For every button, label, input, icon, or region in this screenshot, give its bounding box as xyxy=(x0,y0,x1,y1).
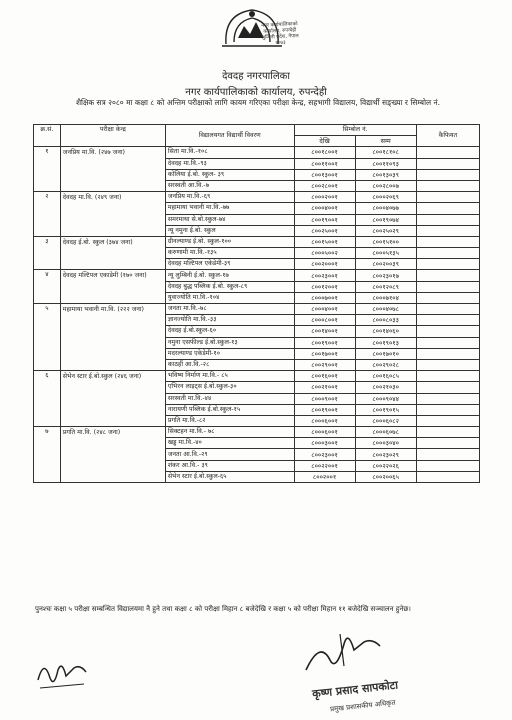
school-cell: मदरल्याण्ड एकेडेमी-१० xyxy=(165,348,294,359)
remarks-cell xyxy=(416,460,479,471)
table-body xyxy=(34,147,480,483)
symbol-from-cell: ८००१९००१ xyxy=(294,404,355,415)
left-signature xyxy=(34,650,94,694)
school-cell: युवाज्योति मा.वि.-१०४ xyxy=(165,292,294,303)
symbol-to-cell: ८०००२०६९ xyxy=(355,192,416,203)
symbol-from-cell: ८०००७००१ xyxy=(294,292,355,303)
school-cell: सिता मा.वि.-१०८ xyxy=(165,147,294,158)
symbol-to-cell: ८०००६०७८ xyxy=(355,427,416,438)
serial-number-cell: ३ xyxy=(34,236,61,270)
exam-center-cell: प्रगति मा.वि. (२४८ जना) xyxy=(60,427,165,483)
right-signature xyxy=(300,620,390,680)
remarks-cell xyxy=(416,449,479,460)
remarks-cell xyxy=(416,337,479,348)
remarks-cell xyxy=(416,214,479,225)
footnote: पुनश्चः कक्षा ५ परीक्षा सम्बन्धित विद्यालयमा नै हुने तथा कक्षा ८ को परीक्षा मिहान ८ बजेदेखि र कक्षा ५ को परीक्षा मिहान ११ बजेदेखि सञ्चालन हुनेछ। xyxy=(35,605,411,613)
serial-number-cell: ६ xyxy=(34,371,61,427)
symbol-to-cell: ८०००८०३३ xyxy=(355,315,416,326)
symbol-from-cell: ८०००८००१ xyxy=(294,315,355,326)
remarks-cell xyxy=(416,415,479,426)
symbol-to-cell: ८००२३०१७ xyxy=(355,270,416,281)
school-cell: जनता मा.वि.-७८ xyxy=(165,304,294,315)
school-cell: सेभेन स्टार ई.बो.स्कुल-६५ xyxy=(165,471,294,482)
symbol-from-cell: ८००२१००१ xyxy=(294,382,355,393)
symbol-from-cell: ८०००९००१ xyxy=(294,393,355,404)
symbol-to-cell: ८०००९०४४ xyxy=(355,393,416,404)
header-remarks: कैफियत xyxy=(416,125,479,147)
header-school: विद्यालयगत विद्यार्थी विवरण xyxy=(165,125,294,147)
header-symbol: सिम्बोल नं. xyxy=(294,125,416,136)
school-cell: सरस्वती आ.वि.-७ xyxy=(165,180,294,191)
remarks-cell xyxy=(416,281,479,292)
symbol-to-cell: ८०००५१३५ xyxy=(355,248,416,259)
remarks-cell xyxy=(416,359,479,370)
remarks-cell xyxy=(416,438,479,449)
symbol-to-cell: ८००१९०१५ xyxy=(355,404,416,415)
symbol-from-cell: ८००२९००१ xyxy=(294,359,355,370)
symbol-from-cell: ८००२३००१ xyxy=(294,449,355,460)
office-stamp xyxy=(249,20,310,47)
exam-center-table xyxy=(33,124,480,483)
remarks-cell xyxy=(416,304,479,315)
remarks-cell xyxy=(416,180,479,191)
symbol-from-cell: ८०००४००१ xyxy=(294,203,355,214)
symbol-from-cell: ८००२३००१ xyxy=(294,270,355,281)
symbol-from-cell: ८००१५००१ xyxy=(294,236,355,247)
school-cell: जनता आ.वि.-२९ xyxy=(165,449,294,460)
symbol-from-cell: ८००२२००१ xyxy=(294,460,355,471)
symbol-to-cell: ८००१३०३९ xyxy=(355,169,416,180)
remarks-cell xyxy=(416,326,479,337)
symbol-from-cell: ८०००४००१ xyxy=(294,304,355,315)
school-cell: कोलिया ई.बो. स्कुल- ३९ xyxy=(165,169,294,180)
serial-number-cell: ७ xyxy=(34,427,61,483)
exam-center-cell: देवदह ई.बो. स्कुल (३७४ जना) xyxy=(60,236,165,270)
remarks-cell xyxy=(416,270,479,281)
symbol-to-cell: ८०००७१०४ xyxy=(355,292,416,303)
exam-center-cell: महामाया भवानी मा.वि. (२२२ जना) xyxy=(60,304,165,371)
symbol-to-cell: ८००१९०७४ xyxy=(355,214,416,225)
serial-number-cell: ४ xyxy=(34,270,61,304)
symbol-from-cell: ८०००३००१ xyxy=(294,438,355,449)
school-cell: समरमाथा से.बो.स्कुल-७४ xyxy=(165,214,294,225)
symbol-to-cell: ८००२१०३० xyxy=(355,382,416,393)
symbol-to-cell: ८००१६०८५ xyxy=(355,371,416,382)
remarks-cell xyxy=(416,248,479,259)
remarks-cell xyxy=(416,292,479,303)
symbol-from-cell: ८००१७००१ xyxy=(294,348,355,359)
remarks-cell xyxy=(416,147,479,158)
school-cell: नारायणी पब्लिक ई.बो.स्कुल-१५ xyxy=(165,404,294,415)
school-cell: न्यू लुम्बिनी ई.बो. स्कुल-१७ xyxy=(165,270,294,281)
remarks-cell xyxy=(416,158,479,169)
symbol-from-cell: ८०००६००१ xyxy=(294,415,355,426)
school-cell: एभिरन लाइट्स ई.बो.स्कुल-३० xyxy=(165,382,294,393)
symbol-to-cell: ८०००३०४० xyxy=(355,438,416,449)
serial-number-cell: १ xyxy=(34,147,61,192)
table-row xyxy=(34,270,480,281)
symbol-to-cell: ८००१८१०८ xyxy=(355,147,416,158)
school-cell: देवदह मल्टिपल एकेडेमी-३९ xyxy=(165,259,294,270)
table-row xyxy=(34,192,480,203)
school-cell: प्रगति मा.वि.-८२ xyxy=(165,415,294,426)
table-row xyxy=(34,371,480,382)
school-cell: खड्ड मा.वि.-४० xyxy=(165,438,294,449)
header-from: देखि xyxy=(294,136,355,147)
symbol-from-cell: ८००११००१ xyxy=(294,158,355,169)
symbol-to-cell: ८००१७०१० xyxy=(355,348,416,359)
remarks-cell xyxy=(416,236,479,247)
symbol-to-cell: ८००२२०२६ xyxy=(355,460,416,471)
school-cell: न्यू नमुना ई.बो. स्कुल xyxy=(165,225,294,236)
symbol-to-cell: ८००२८००७ xyxy=(355,180,416,191)
school-cell: करुणामी मा.वि.-१३५ xyxy=(165,248,294,259)
school-cell: शंकर आ.वि.- ३९ xyxy=(165,460,294,471)
remarks-cell xyxy=(416,471,479,482)
symbol-to-cell: ८००१९०१३ xyxy=(355,337,416,348)
symbol-to-cell: ८०००६०८२ xyxy=(355,415,416,426)
symbol-to-cell: ८००११०९३ xyxy=(355,158,416,169)
symbol-to-cell: ८००१२०८९ xyxy=(355,281,416,292)
stamp-line: लुम्बिनी प्रदेश, नेपाल xyxy=(261,33,299,41)
remarks-cell xyxy=(416,259,479,270)
symbol-to-cell: ८००१५१०० xyxy=(355,236,416,247)
stamp-line: २०७३ xyxy=(275,39,286,47)
symbol-from-cell: ८०००६००१ xyxy=(294,427,355,438)
serial-number-cell: २ xyxy=(34,192,61,237)
symbol-from-cell: ८००१२००१ xyxy=(294,281,355,292)
remarks-cell xyxy=(416,192,479,203)
school-cell: काठहीं आ.वि.-२८ xyxy=(165,359,294,370)
municipality-title: देवदह नगरपालिका xyxy=(222,71,290,82)
signatory-title: प्रमुख प्रशासकीय अधिकृत xyxy=(329,698,396,714)
remarks-cell xyxy=(416,348,479,359)
school-cell: महामाया भवानी मा.वि.-७७ xyxy=(165,203,294,214)
symbol-from-cell: ८०००२००१ xyxy=(294,192,355,203)
school-cell: भविष्य निर्माण मा.वि.- ८५ xyxy=(165,371,294,382)
symbol-to-cell: ८००२९०२८ xyxy=(355,359,416,370)
remarks-cell xyxy=(416,203,479,214)
symbol-from-cell: ८००२८००१ xyxy=(294,180,355,191)
header-sn: क्र.सं. xyxy=(34,125,61,147)
school-cell: ग्रीनल्याण्ड ई.बो. स्कुल-१०० xyxy=(165,236,294,247)
stamp-line: कार्यालय, रुपन्देही xyxy=(263,27,297,35)
intro-text: शैक्षिक सत्र २०८० मा कक्षा ८ को अन्तिम परीक्षाको लागि कायम गरिएका परीक्षा केन्द्र, सहभागी विद्यालय, विद्यार्थी सङ्ख्या र सिम्बोल नं. xyxy=(75,98,441,107)
school-cell: सरस्वती मा.वि.-४४ xyxy=(165,393,294,404)
symbol-from-cell: ८००२५००१ xyxy=(294,225,355,236)
exam-center-cell: देवदह मा.वि. (२४९ जना) xyxy=(60,192,165,237)
remarks-cell xyxy=(416,371,479,382)
signatory-name: कृष्ण प्रसाद सापकोटा xyxy=(311,678,399,701)
symbol-to-cell: ८००२००६५ xyxy=(355,471,416,482)
header-to: सम्म xyxy=(355,136,416,147)
symbol-from-cell: ८००१३००१ xyxy=(294,169,355,180)
symbol-from-cell: ८००२०००१ xyxy=(294,259,355,270)
table-row xyxy=(34,147,480,158)
remarks-cell xyxy=(416,427,479,438)
serial-number-cell: ५ xyxy=(34,304,61,371)
exam-center-cell: जनप्रिय मा.वि. (२४७ जना) xyxy=(60,147,165,192)
school-cell: देवदह बुद्ध पब्लिक ई.बो. स्कुल-८९ xyxy=(165,281,294,292)
remarks-cell xyxy=(416,393,479,404)
symbol-from-cell: ८००१६००१ xyxy=(294,371,355,382)
symbol-to-cell: ८०००४०७७ xyxy=(355,203,416,214)
remarks-cell xyxy=(416,225,479,236)
school-cell: जनप्रिय मा.वि.-६९ xyxy=(165,192,294,203)
exam-center-cell: सेभेन स्टार ई.बो.स्कुल (२४६ जना) xyxy=(60,371,165,427)
symbol-from-cell: ८००१९००१ xyxy=(294,214,355,225)
table-row xyxy=(34,236,480,247)
table-row xyxy=(34,427,480,438)
table-row xyxy=(34,304,480,315)
symbol-from-cell: ८००१४००१ xyxy=(294,326,355,337)
symbol-to-cell: ८००२३०२९ xyxy=(355,449,416,460)
remarks-cell xyxy=(416,169,479,180)
remarks-cell xyxy=(416,404,479,415)
stamp-line: नगर कार्यपालिकाको xyxy=(261,21,298,29)
remarks-cell xyxy=(416,315,479,326)
symbol-to-cell: ८०००४०७८ xyxy=(355,304,416,315)
school-cell: ज्ञानज्योति मा.वि.-३३ xyxy=(165,315,294,326)
table-header-row xyxy=(34,125,480,136)
school-cell: सिक्टहन मा.वि.- ७८ xyxy=(165,427,294,438)
symbol-to-cell: ८००२००३९ xyxy=(355,259,416,270)
symbol-from-cell: ८००२००१ xyxy=(294,471,355,482)
symbol-to-cell: ८००२५०२९ xyxy=(355,225,416,236)
symbol-from-cell: ८००१९००१ xyxy=(294,337,355,348)
exam-center-cell: देवदह मल्टिपल एकाडेमी (१७० जना) xyxy=(60,270,165,304)
office-title: नगर कार्यपालिकाको कार्यालय, रुपन्देही xyxy=(185,87,327,98)
symbol-from-cell: ८००१८००१ xyxy=(294,147,355,158)
school-cell: देवदह ई.बो.स्कुल-६० xyxy=(165,326,294,337)
remarks-cell xyxy=(416,382,479,393)
school-cell: नमुना एसफील्ड ई.बो.स्कुल-१३ xyxy=(165,337,294,348)
school-cell: देवदह मा.वि.-९३ xyxy=(165,158,294,169)
symbol-to-cell: ८००१४०६० xyxy=(355,326,416,337)
symbol-from-cell: ८०००५००२ xyxy=(294,248,355,259)
header-center: परीक्षा केन्द्र xyxy=(60,125,165,147)
